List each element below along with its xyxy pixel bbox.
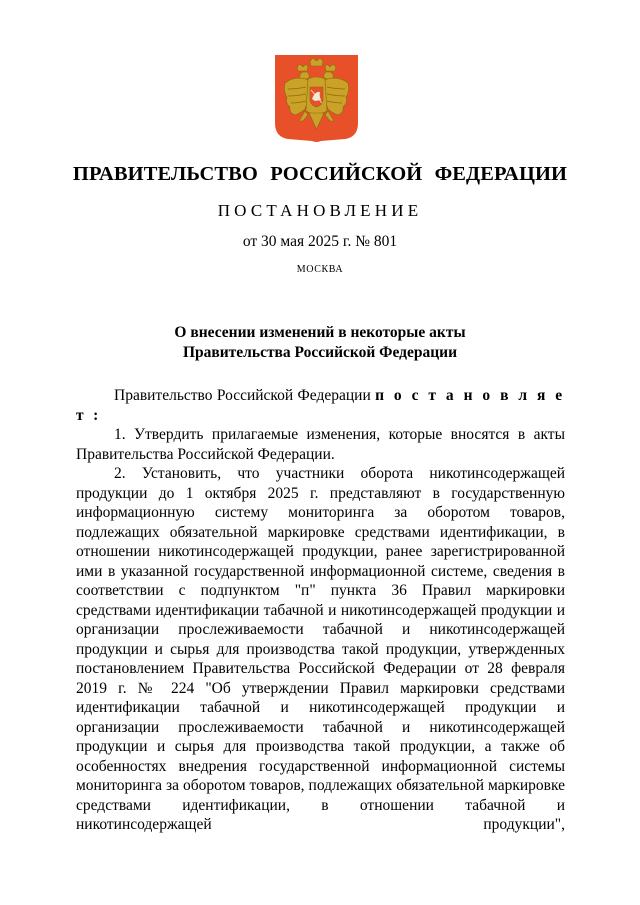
intro-prefix: Правительство Российской Федерации xyxy=(114,387,376,404)
paragraph-1: 1. Утвердить прилагаемые изменения, которые вносятся в акты Правительства Российской Федерации. xyxy=(76,426,565,463)
document-body xyxy=(76,386,565,835)
russian-coat-of-arms-icon xyxy=(275,55,358,145)
subject-line-1: О внесении изменений в некоторые акты xyxy=(174,324,466,341)
document-date-number: от 30 мая 2025 г. № 801 xyxy=(242,233,398,250)
document-subject xyxy=(0,323,640,363)
subject-line-2: Правительства Российской Федерации xyxy=(182,344,458,361)
document-city: МОСКВА xyxy=(296,264,344,275)
intro-paragraph xyxy=(76,386,565,425)
document-type: ПОСТАНОВЛЕНИЕ xyxy=(217,201,423,220)
intro-verb: п о с т а н о в л я е т : xyxy=(76,387,565,424)
paragraph-2: 2. Установить, что участники оборота никотинсодержащей продукции до 1 октября 2025 г. представляют в государственную информационную систему мониторинга за оборотом товаров, подлежащих обязательной маркировке средствами идентификации, в отношении никотинсодержащей продукции, ранее зарегистрированной ими в указанной государственной информационной системе, сведения в соответствии с подпунктом "п" пункта 36 Правил маркировки средствами идентификации табачной и никотинсодержащей продукции и организации прослеживаемости табачной и никотинсодержащей продукции и сырья для производства такой продукции, утвержденных постановлением Правительства Российской Федерации от 28 февраля 2019 г. № 224 "Об утверждении Правил маркировки средствами идентификации табачной и никотинсодержащей продукции и организации прослеживаемости табачной и никотинсодержащей продукции и сырья для производства такой продукции, а также об особенностях внедрения государственной информационной системы мониторинга за оборотом товаров, подлежащих обязательной маркировке средствами идентификации, в отношении табачной и никотинсодержащей продукции", xyxy=(76,465,565,833)
government-title: ПРАВИТЕЛЬСТВО РОССИЙСКОЙ ФЕДЕРАЦИИ xyxy=(72,163,568,185)
